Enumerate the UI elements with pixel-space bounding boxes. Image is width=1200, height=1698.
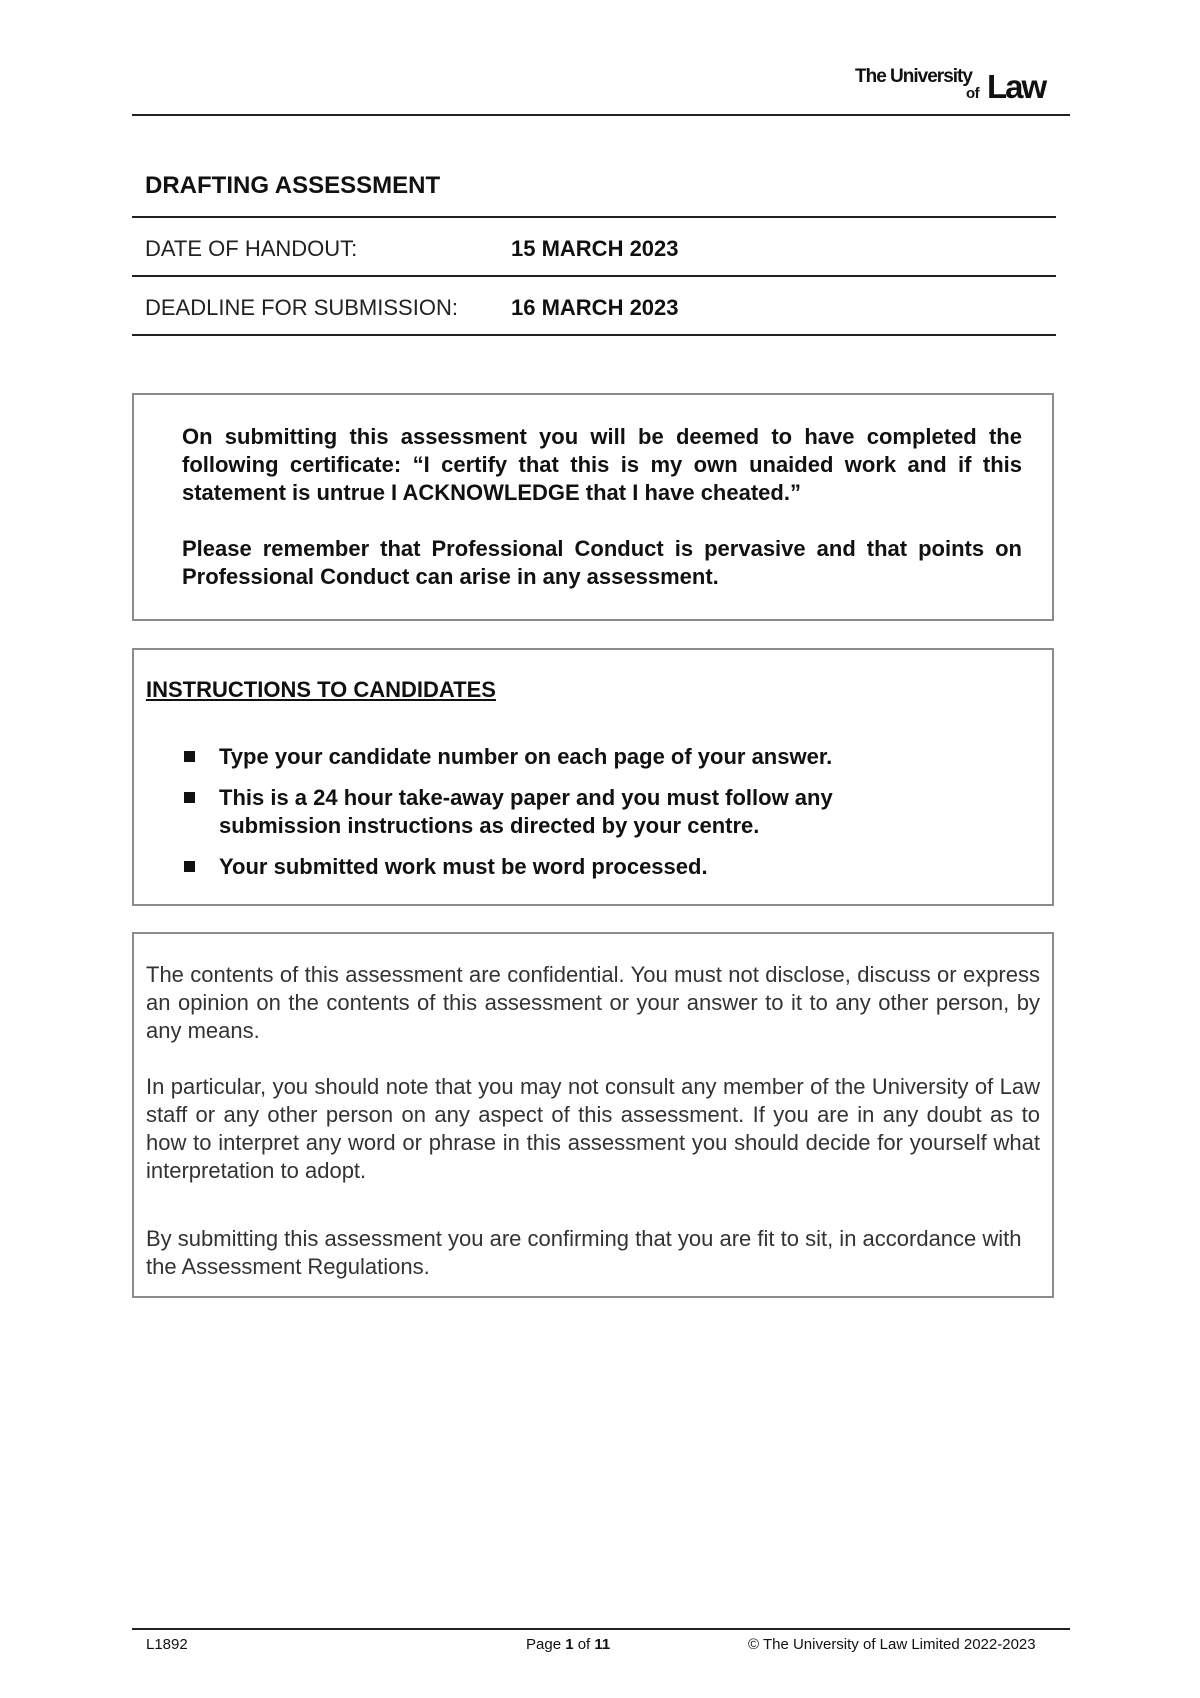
page-total: 11: [594, 1636, 611, 1653]
professional-conduct-note: Please remember that Professional Conduct is pervasive and that points on Professional Conduct can arise in any assessment.: [182, 536, 1022, 589]
copyright-notice: © The University of Law Limited 2022-2023: [748, 1636, 1036, 1653]
logo-line-3: Law: [987, 68, 1046, 105]
instruction-text: Type your candidate number on each page of your answer.: [219, 744, 833, 769]
footer-divider: [132, 1628, 1070, 1630]
instruction-text: Your submitted work must be word processed.: [219, 854, 708, 879]
logo-line-1: The University: [855, 66, 972, 87]
page-current: 1: [565, 1636, 574, 1653]
university-logo: [855, 66, 1060, 108]
row-divider: [132, 275, 1056, 277]
logo-line-2: of: [966, 85, 980, 102]
fitness-paragraph: By submitting this assessment you are confirming that you are fit to sit, in accordance with the Assessment Regulations.: [146, 1226, 1022, 1279]
page-prefix: Page: [526, 1636, 566, 1653]
page-of: of: [573, 1636, 595, 1653]
deadline-value: 16 MARCH 2023: [511, 295, 679, 320]
bullet-square-icon: [184, 792, 195, 803]
page-title: DRAFTING ASSESSMENT: [145, 172, 441, 199]
instructions-heading: INSTRUCTIONS TO CANDIDATES: [146, 677, 496, 702]
row-divider: [132, 334, 1056, 336]
title-divider: [132, 216, 1056, 218]
handout-date-value: 15 MARCH 2023: [511, 236, 679, 261]
bullet-square-icon: [184, 751, 195, 762]
instructions-box: [132, 648, 1054, 906]
confidentiality-paragraph: The contents of this assessment are confidential. You must not disclose, discuss or express an opinion on the contents of this assessment or your answer to it to any other person, by any means.: [146, 962, 1040, 1043]
document-code: L1892: [146, 1636, 188, 1653]
certificate-statement: On submitting this assessment you will be deemed to have completed the following certificate: “I certify that this is my own unaided work and if this statement is untrue I ACKNOWLEDGE that I have cheated.”: [182, 424, 1022, 505]
deadline-label: DEADLINE FOR SUBMISSION:: [145, 295, 458, 320]
handout-date-label: DATE OF HANDOUT:: [145, 236, 358, 261]
confidentiality-box: [132, 932, 1054, 1298]
header-divider: [132, 114, 1070, 116]
page-number: [526, 1636, 610, 1653]
bullet-square-icon: [184, 861, 195, 872]
instruction-text: This is a 24 hour take-away paper and you must follow any submission instructions as directed by your centre.: [219, 785, 833, 838]
certificate-box: [132, 393, 1054, 621]
consultation-paragraph: In particular, you should note that you may not consult any member of the University of Law staff or any other person on any aspect of this assessment. If you are in any doubt as to how to interpret any word or phrase in this assessment you should decide for yourself what interpretation to adopt.: [146, 1074, 1040, 1183]
